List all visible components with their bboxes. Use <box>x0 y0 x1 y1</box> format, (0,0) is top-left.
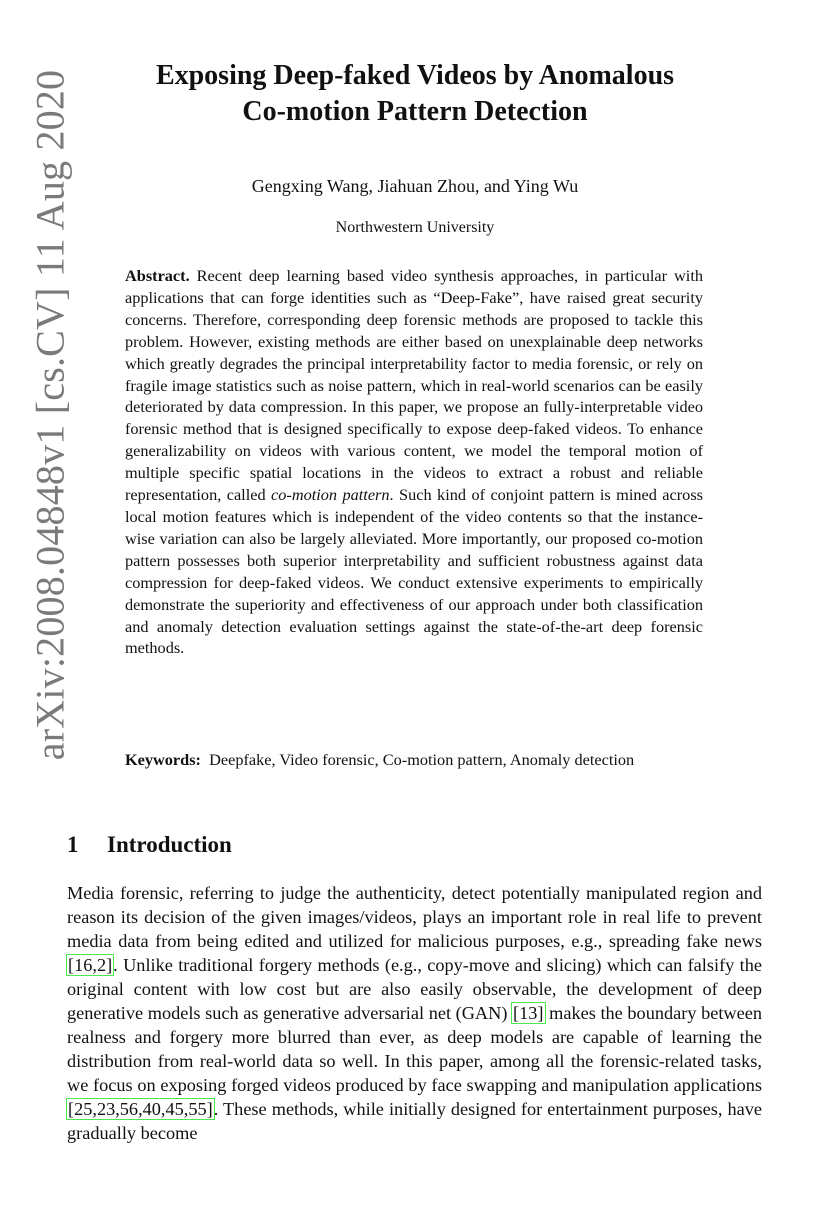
abstract-emphasis: co-motion pattern <box>271 485 390 505</box>
keywords <box>125 749 703 771</box>
intro-text-2: . Unlike traditional forgery methods (e.g., copy-move and slicing) which can falsify the original content with low cost but are also easily observable, the development of deep generative models such as generative adversarial net (GAN) <box>67 955 762 1023</box>
abstract <box>125 265 703 659</box>
abstract-text-part2: . Such kind of conjoint pattern is mined across local motion features which is independent of the video contents so that the instance-wise variation can also be largely alleviated. More importantly, our proposed co-motion pattern possesses both superior interpretability and sufficient robustness against data compression for deep-faked videos. We conduct extensive experiments to empirically demonstrate the superiority and effectiveness of our approach under both classification and anomaly detection evaluation settings against the state-of-the-art deep forensic methods. <box>125 485 703 658</box>
citation-link[interactable]: [25,23,56,40,45,55] <box>68 1099 213 1119</box>
affiliation: Northwestern University <box>335 219 495 236</box>
section-title: Introduction <box>107 832 232 857</box>
section-number: 1 <box>67 832 79 857</box>
intro-text-4: . These methods, while initially designed for entertainment purposes, have gradually become <box>67 1099 762 1143</box>
author-list: Gengxing Wang, Jiahuan Zhou, and Ying Wu <box>251 176 579 196</box>
intro-text-3: makes the boundary between realness and forgery more blurred than ever, as deep models are capable of learning the distribution from real-world data so well. In this paper, among all the forensic-related tasks, we focus on exposing forged videos produced by face swapping and manipulation applications <box>67 1003 762 1095</box>
arxiv-identifier: arXiv:2008.04848v1 [cs.CV] 11 Aug 2020 <box>27 69 73 761</box>
keywords-label: Keywords: <box>125 750 201 769</box>
section-heading <box>67 830 232 860</box>
citation-link[interactable]: [16,2] <box>68 955 113 975</box>
citation-link[interactable]: [13] <box>513 1003 544 1023</box>
abstract-text-part1: Recent deep learning based video synthesis approaches, in particular with applications that can forge identities such as “Deep-Fake”, have raised great security concerns. Therefore, corresponding deep forensic methods are proposed to tackle this problem. However, existing methods are either based on unexplainable deep networks which greatly degrades the principal interpretability factor to media forensic, or rely on fragile image statistics such as noise pattern, which in real-world scenarios can be easily deteriorated by data compression. In this paper, we propose an fully-interpretable video forensic method that is designed specifically to expose deep-faked videos. To enhance generalizability on videos with various content, we model the temporal motion of multiple specific spatial locations in the videos to extract a robust and reliable representation, called <box>125 266 703 505</box>
arxiv-sidebar <box>22 60 78 770</box>
title-line-1: Exposing Deep-faked Videos by Anomalous <box>155 60 675 91</box>
title-line-2: Co-motion Pattern Detection <box>242 96 588 127</box>
intro-text-1: Media forensic, referring to judge the authenticity, detect potentially manipulated region and reason its decision of the given images/videos, plays an important role in real life to prevent media data from being edited and utilized for malicious purposes, e.g., spreading fake news <box>67 883 762 951</box>
keywords-text: Deepfake, Video forensic, Co-motion pattern, Anomaly detection <box>209 750 635 769</box>
paper-title <box>90 58 740 130</box>
abstract-label: Abstract. <box>125 266 190 285</box>
intro-paragraph <box>67 881 762 1145</box>
